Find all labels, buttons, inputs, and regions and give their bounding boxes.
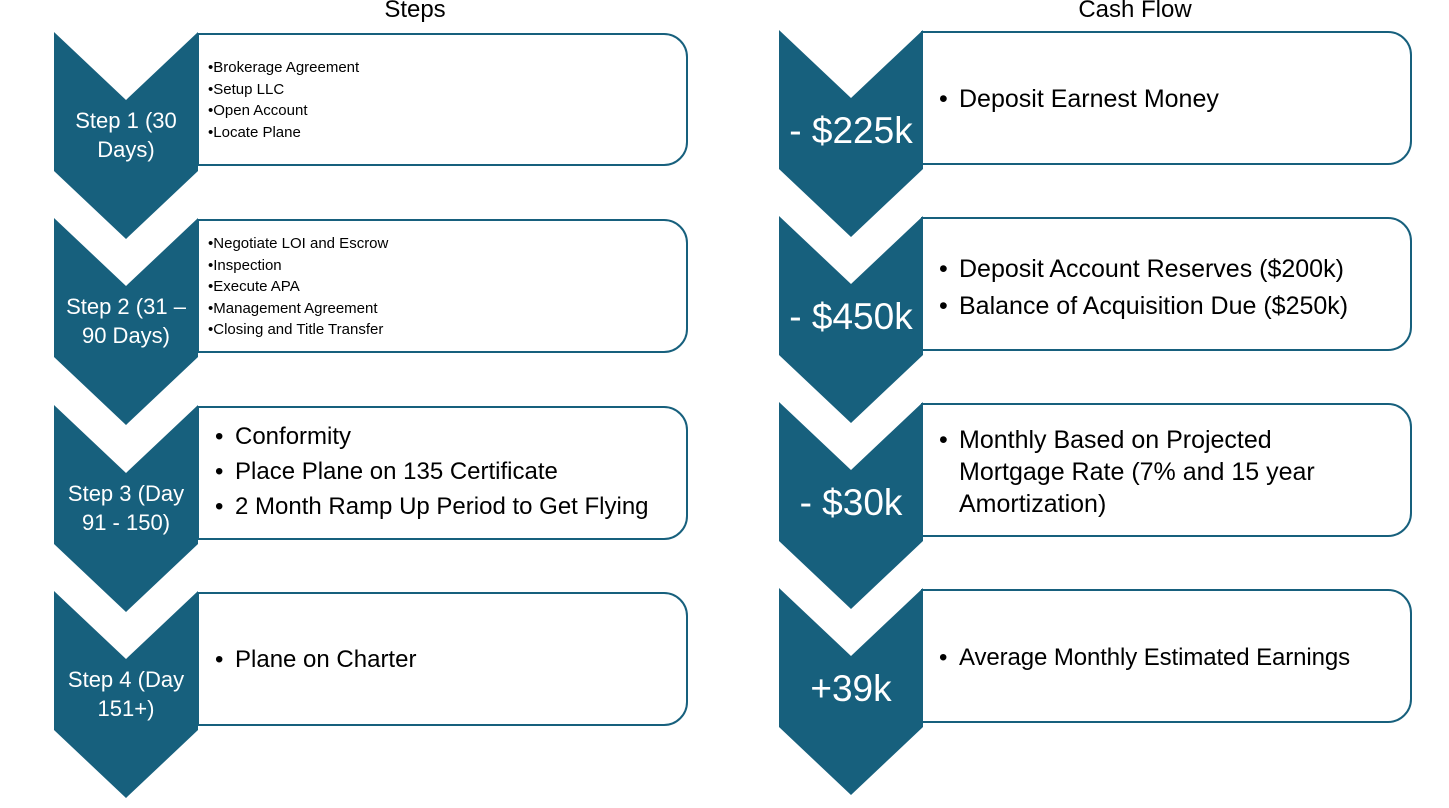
step-2-label: Step 2 (31 – 90 Days)	[66, 294, 186, 348]
cash-flow-4-box	[921, 589, 1412, 723]
list-item: • Conformity	[235, 419, 649, 454]
step-2-list	[208, 233, 388, 341]
cash-flow-1-list	[923, 83, 1219, 115]
list-item: • Inspection	[208, 255, 388, 277]
cash-flow-heading: Cash Flow	[1078, 0, 1192, 23]
cash-flow-2-box	[921, 217, 1412, 351]
step-2-box	[197, 219, 688, 353]
list-item: • Execute APA	[208, 276, 388, 298]
cash-flow-3-amount: - $30k	[799, 482, 903, 523]
steps-heading: Steps	[384, 0, 446, 23]
cash-flow-1-box	[921, 31, 1412, 165]
cash-flow-2-list	[923, 251, 1348, 325]
list-item: • Open Account	[208, 100, 359, 122]
cash-flow-3-list	[923, 424, 1379, 520]
list-item: • Setup LLC	[208, 79, 359, 101]
step-3-list	[199, 419, 649, 524]
step-3-box	[197, 406, 688, 540]
list-item: • Management Agreement	[208, 298, 388, 320]
list-item: • Deposit Earnest Money	[959, 83, 1219, 115]
list-item: • Brokerage Agreement	[208, 57, 359, 79]
list-item: • Closing and Title Transfer	[208, 319, 388, 341]
step-4-label: Step 4 (Day 151+)	[67, 667, 185, 721]
cash-flow-1-amount: - $225k	[789, 110, 913, 151]
step-1-list	[208, 57, 359, 143]
list-item: • Locate Plane	[208, 122, 359, 144]
cash-flow-4-list	[923, 642, 1350, 674]
list-item: • Balance of Acquisition Due ($250k)	[959, 288, 1348, 325]
step-4-box	[197, 592, 688, 726]
list-item: • Negotiate LOI and Escrow	[208, 233, 388, 255]
step-1-label: Step 1 (30 Days)	[75, 108, 177, 162]
step-4-list	[199, 642, 416, 677]
list-item: • 2 Month Ramp Up Period to Get Flying	[235, 489, 649, 524]
list-item: • Average Monthly Estimated Earnings	[959, 642, 1350, 674]
cash-flow-3-box	[921, 403, 1412, 537]
cash-flow-2-amount: - $450k	[789, 296, 913, 337]
step-1-box	[197, 33, 688, 166]
list-item: • Deposit Account Reserves ($200k)	[959, 251, 1348, 288]
list-item: • Monthly Based on Projected Mortgage Rate (7% and 15 year Amortization)	[959, 424, 1379, 520]
cash-flow-4-amount: +39k	[810, 668, 892, 709]
list-item: • Plane on Charter	[235, 642, 416, 677]
list-item: • Place Plane on 135 Certificate	[235, 454, 649, 489]
step-3-label: Step 3 (Day 91 - 150)	[67, 481, 185, 535]
